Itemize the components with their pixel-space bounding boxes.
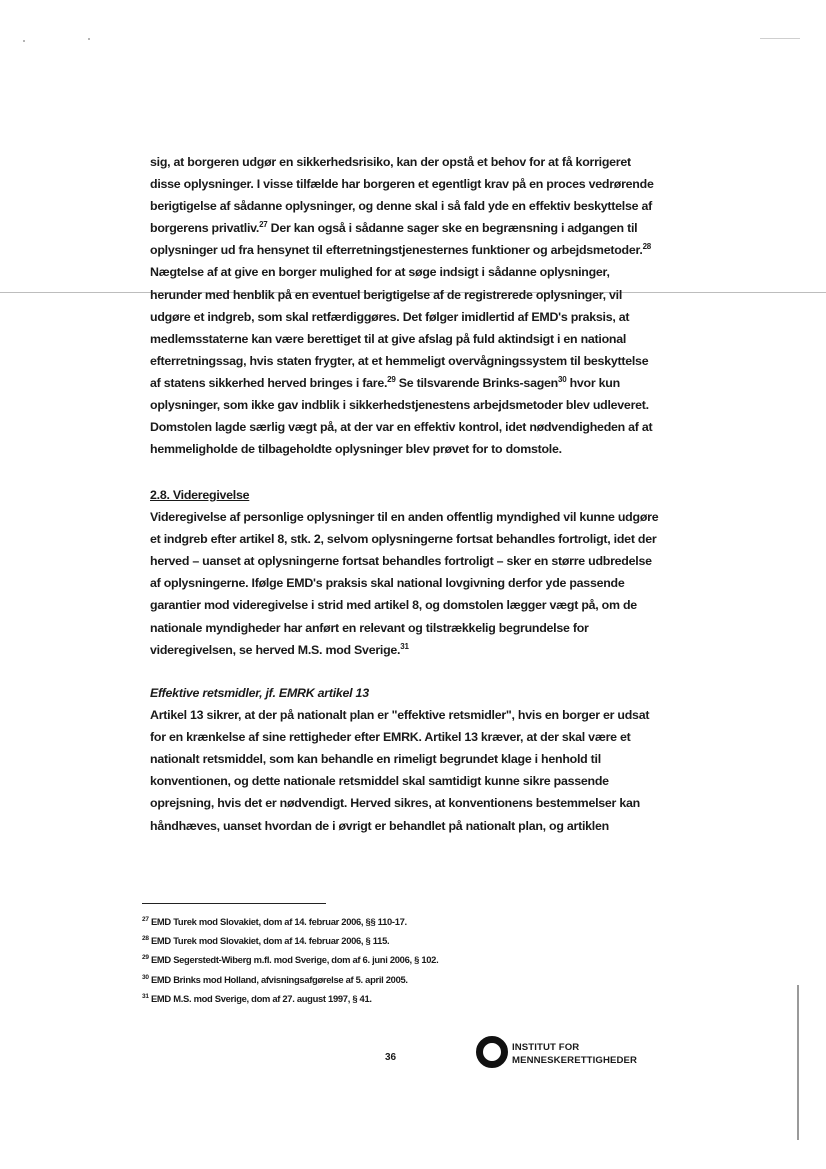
text-line: af oplysningerne. Ifølge EMD's praksis skal national lovgivning derfor yde passende	[150, 576, 625, 591]
section-heading: Effektive retsmidler, jf. EMRK artikel 13	[150, 686, 369, 700]
text-line: Videregivelse af personlige oplysninger til en anden offentlig myndighed vil kunne udgøre	[150, 510, 659, 525]
text-line: for en krænkelse af sine rettigheder efter EMRK. Artikel 13 kræver, at der skal være et	[150, 730, 631, 745]
footnote: $^{27}$ EMD Turek mod Slovakiet, dom af 14. februar 2006, §§ 110-17.	[142, 916, 407, 927]
text-line: Domstolen lagde særlig vægt på, at der var en effektiv kontrol, idet nødvendigheden af at	[150, 420, 653, 435]
text-line: berigtigelse af sådanne oplysninger, og denne skal i så fald yde en effektiv beskyttelse af	[150, 199, 652, 214]
text-line: nationalt retsmiddel, som kan behandle en rimeligt begrundet klage i henhold til	[150, 752, 601, 767]
footnote: $^{28}$ EMD Turek mod Slovakiet, dom af 14. februar 2006, § 115.	[142, 935, 390, 947]
footnote-ref[interactable]: 27	[259, 220, 268, 230]
text-line: nationale myndigheder har anført en relevant og tilstrækkelig begrundelse for	[150, 620, 589, 635]
text-line: garantier mod videregivelse i strid med artikel 8, og domstolen lægger vægt på, om de	[150, 598, 637, 613]
footnote-ref[interactable]: 30	[558, 374, 567, 384]
text-line: borgerens privatliv.$^{27}$ Der kan også i sådanne sager ske en begrænsning i adgangen til	[150, 220, 638, 236]
text-line: herunder med henblik på en eventuel berigtigelse af de registrerede oplysninger, vil	[150, 287, 623, 302]
footnote-ref[interactable]: 29	[387, 374, 396, 384]
page-number: 36	[385, 1052, 397, 1063]
footnote-ref[interactable]: 31	[400, 641, 409, 651]
scan-artifact-line	[760, 38, 800, 39]
text-line: videregivelsen, se herved M.S. mod Sverige.$^{31}$	[150, 641, 409, 657]
organization-name: INSTITUT FOR MENNESKERETTIGHEDER	[512, 1042, 638, 1066]
section-effective-remedies	[150, 682, 670, 837]
footnote-ref[interactable]: 28	[642, 242, 651, 252]
text-line: Nægtelse af at give en borger mulighed for at søge indsigt i sådanne oplysninger,	[150, 265, 610, 280]
footnote: $^{30}$ EMD Brinks mod Holland, afvisningsafgørelse af 5. april 2005.	[142, 973, 408, 985]
scan-speck	[23, 40, 25, 42]
footnotes	[142, 912, 662, 1008]
text-line: et indgreb efter artikel 8, stk. 2, selvom oplysningerne fortsat behandles fortroligt, idet der	[150, 532, 657, 547]
text-line: af statens sikkerhed herved bringes i fare.$^{29}$ Se tilsvarende Brinks-sagen$^{30}$ hvor kun	[150, 374, 620, 390]
text-line: udgøre et indgreb, som skal retfærdiggøres. Det følger imidlertid af EMD's praksis, at	[150, 309, 630, 324]
scan-edge-mark	[797, 985, 799, 1140]
text-line: oplysninger, som ikke gav indblik i sikkerhedstjenestens arbejdsmetoder blev udleveret.	[150, 398, 649, 413]
text-line: medlemsstaterne kan være berettiget til at give afslag på fuld aktindsigt i en national	[150, 331, 627, 346]
text-line: oprejsning, hvis det er nødvendigt. Herved sikres, at konventionens bestemmelser kan	[150, 796, 640, 811]
text-line: oplysninger ud fra hensynet til efterretningstjenesternes funktioner og arbejdsmetoder.$^{28}$	[150, 242, 651, 258]
paragraph-privacy-correction	[150, 151, 670, 460]
text-line: efterretningssag, hvis staten frygter, at et hemmeligt overvågningssystem til beskyttelse	[150, 353, 649, 368]
footnote: $^{31}$ EMD M.S. mod Sverige, dom af 27. august 1997, § 41.	[142, 992, 372, 1004]
text-line: disse oplysninger. I visse tilfælde har borgeren et egentligt krav på en proces vedrørende	[150, 177, 654, 192]
text-line: sig, at borgeren udgør en sikkerhedsrisiko, kan der opstå et behov for at få korrigeret	[150, 155, 631, 169]
text-line: håndhæves, uanset hvordan de i øvrigt er behandlet på nationalt plan, og artiklen	[150, 818, 609, 833]
text-line: Artikel 13 sikrer, at der på nationalt plan er "effektive retsmidler", hvis en borger er udsat	[150, 708, 650, 723]
text-line: hemmeligholde de tilbageholdte oplysninger blev prøvet for to domstole.	[150, 442, 562, 457]
scan-speck	[88, 38, 90, 40]
ring-logo-icon	[475, 1035, 509, 1069]
section-heading: 2.8. Videregivelse	[150, 488, 250, 502]
footnote-separator	[142, 903, 326, 904]
section-videregivelse	[150, 484, 670, 661]
text-line: herved – uanset at oplysningerne fortsat behandles fortroligt – sker en større udbredelse	[150, 554, 652, 569]
footnote: $^{29}$ EMD Segerstedt-Wiberg m.fl. mod Sverige, dom af 6. juni 2006, § 102.	[142, 954, 439, 966]
text-line: konventionen, og dette nationale retsmiddel skal samtidigt kunne sikre passende	[150, 774, 609, 789]
